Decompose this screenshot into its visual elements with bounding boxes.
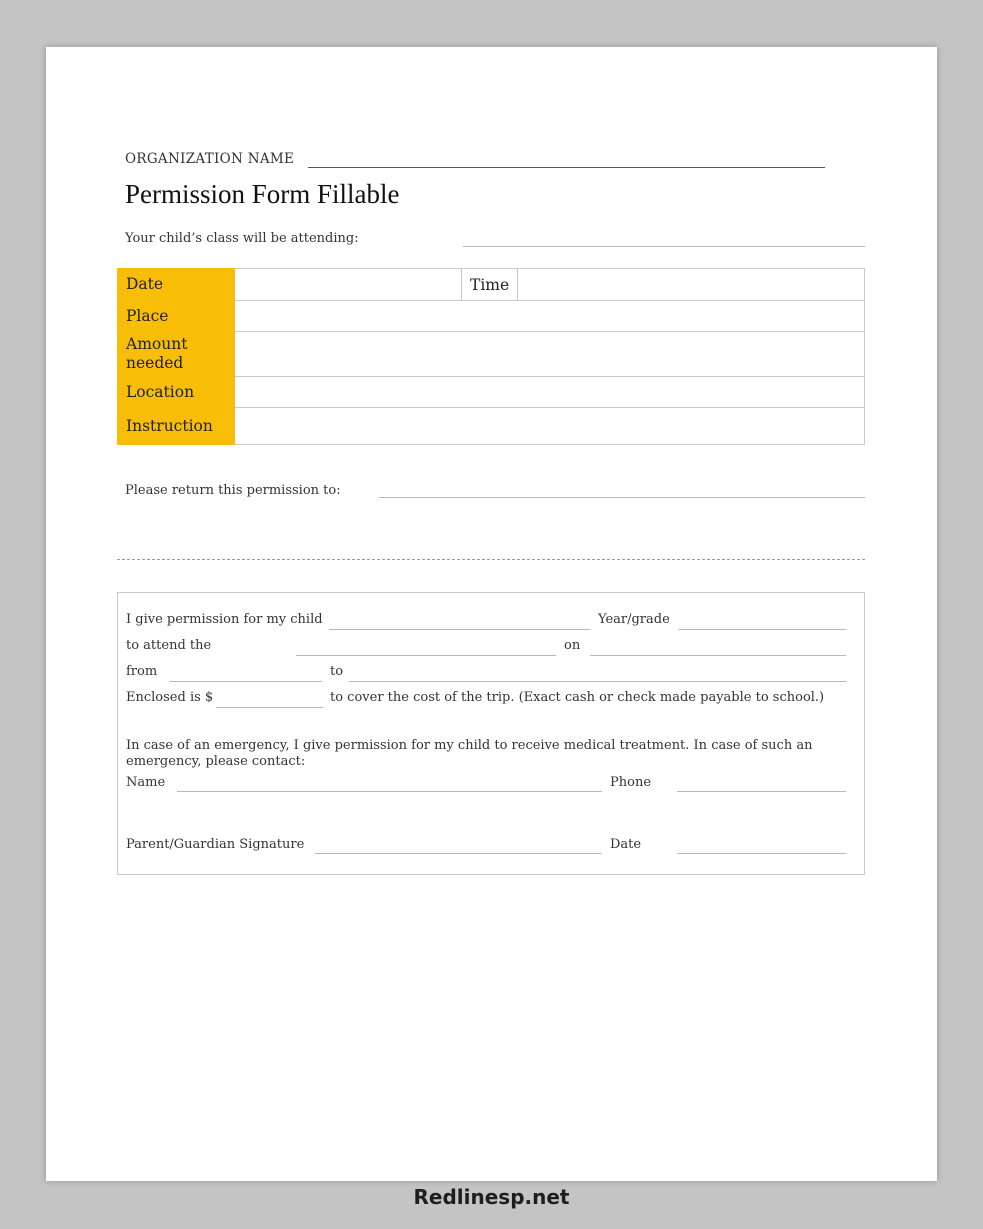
- place-label: Place: [118, 301, 235, 332]
- enclosed-amount-field[interactable]: [216, 707, 323, 708]
- organization-name-label: ORGANIZATION NAME: [125, 151, 295, 167]
- amount-needed-label: Amount needed: [118, 332, 235, 377]
- trip-info-table: [117, 268, 865, 445]
- attending-label: Your child’s class will be attending:: [125, 231, 359, 246]
- child-name-field[interactable]: [329, 629, 590, 630]
- cut-line: [117, 559, 865, 560]
- organization-name-field[interactable]: [308, 167, 825, 168]
- return-to-field[interactable]: [379, 497, 865, 498]
- signature-field[interactable]: [315, 853, 602, 854]
- attending-field[interactable]: [463, 246, 865, 247]
- event-field[interactable]: [296, 655, 556, 656]
- date-field[interactable]: [235, 269, 462, 301]
- emergency-text: In case of an emergency, I give permission for my child to receive medical treatment. In case of such an emergency, please contact:: [126, 738, 813, 769]
- from-label: from: [126, 664, 158, 679]
- from-time-field[interactable]: [170, 681, 322, 682]
- page-title: Permission Form Fillable: [125, 179, 400, 209]
- on-label: on: [564, 638, 581, 653]
- enclosed-label: Enclosed is $: [126, 690, 214, 705]
- location-label: Location: [118, 377, 235, 408]
- form-page: [46, 47, 937, 1181]
- instruction-label: Instruction: [118, 408, 235, 445]
- event-date-field[interactable]: [590, 655, 846, 656]
- date-label: Date: [118, 269, 235, 301]
- watermark-footer: Redlinesp.net: [413, 1185, 570, 1209]
- signature-date-label: Date: [610, 837, 642, 852]
- attend-the-label: to attend the: [126, 638, 212, 653]
- return-label: Please return this permission to:: [125, 483, 341, 498]
- year-grade-label: Year/grade: [598, 612, 670, 627]
- to-time-field[interactable]: [349, 681, 846, 682]
- cover-cost-text: to cover the cost of the trip. (Exact cash or check made payable to school.): [330, 690, 825, 705]
- contact-name-field[interactable]: [177, 791, 602, 792]
- give-permission-label: I give permission for my child: [126, 612, 323, 627]
- year-grade-field[interactable]: [678, 629, 846, 630]
- time-label: Time: [462, 269, 518, 301]
- location-field[interactable]: [235, 377, 865, 408]
- amount-needed-field[interactable]: [235, 332, 865, 377]
- phone-label: Phone: [610, 775, 652, 790]
- contact-name-label: Name: [126, 775, 166, 790]
- time-field[interactable]: [518, 269, 865, 301]
- consent-section: [117, 592, 865, 875]
- to-label: to: [330, 664, 344, 679]
- place-field[interactable]: [235, 301, 865, 332]
- phone-field[interactable]: [677, 791, 846, 792]
- instruction-field[interactable]: [235, 408, 865, 445]
- signature-date-field[interactable]: [677, 853, 846, 854]
- signature-label: Parent/Guardian Signature: [126, 837, 305, 852]
